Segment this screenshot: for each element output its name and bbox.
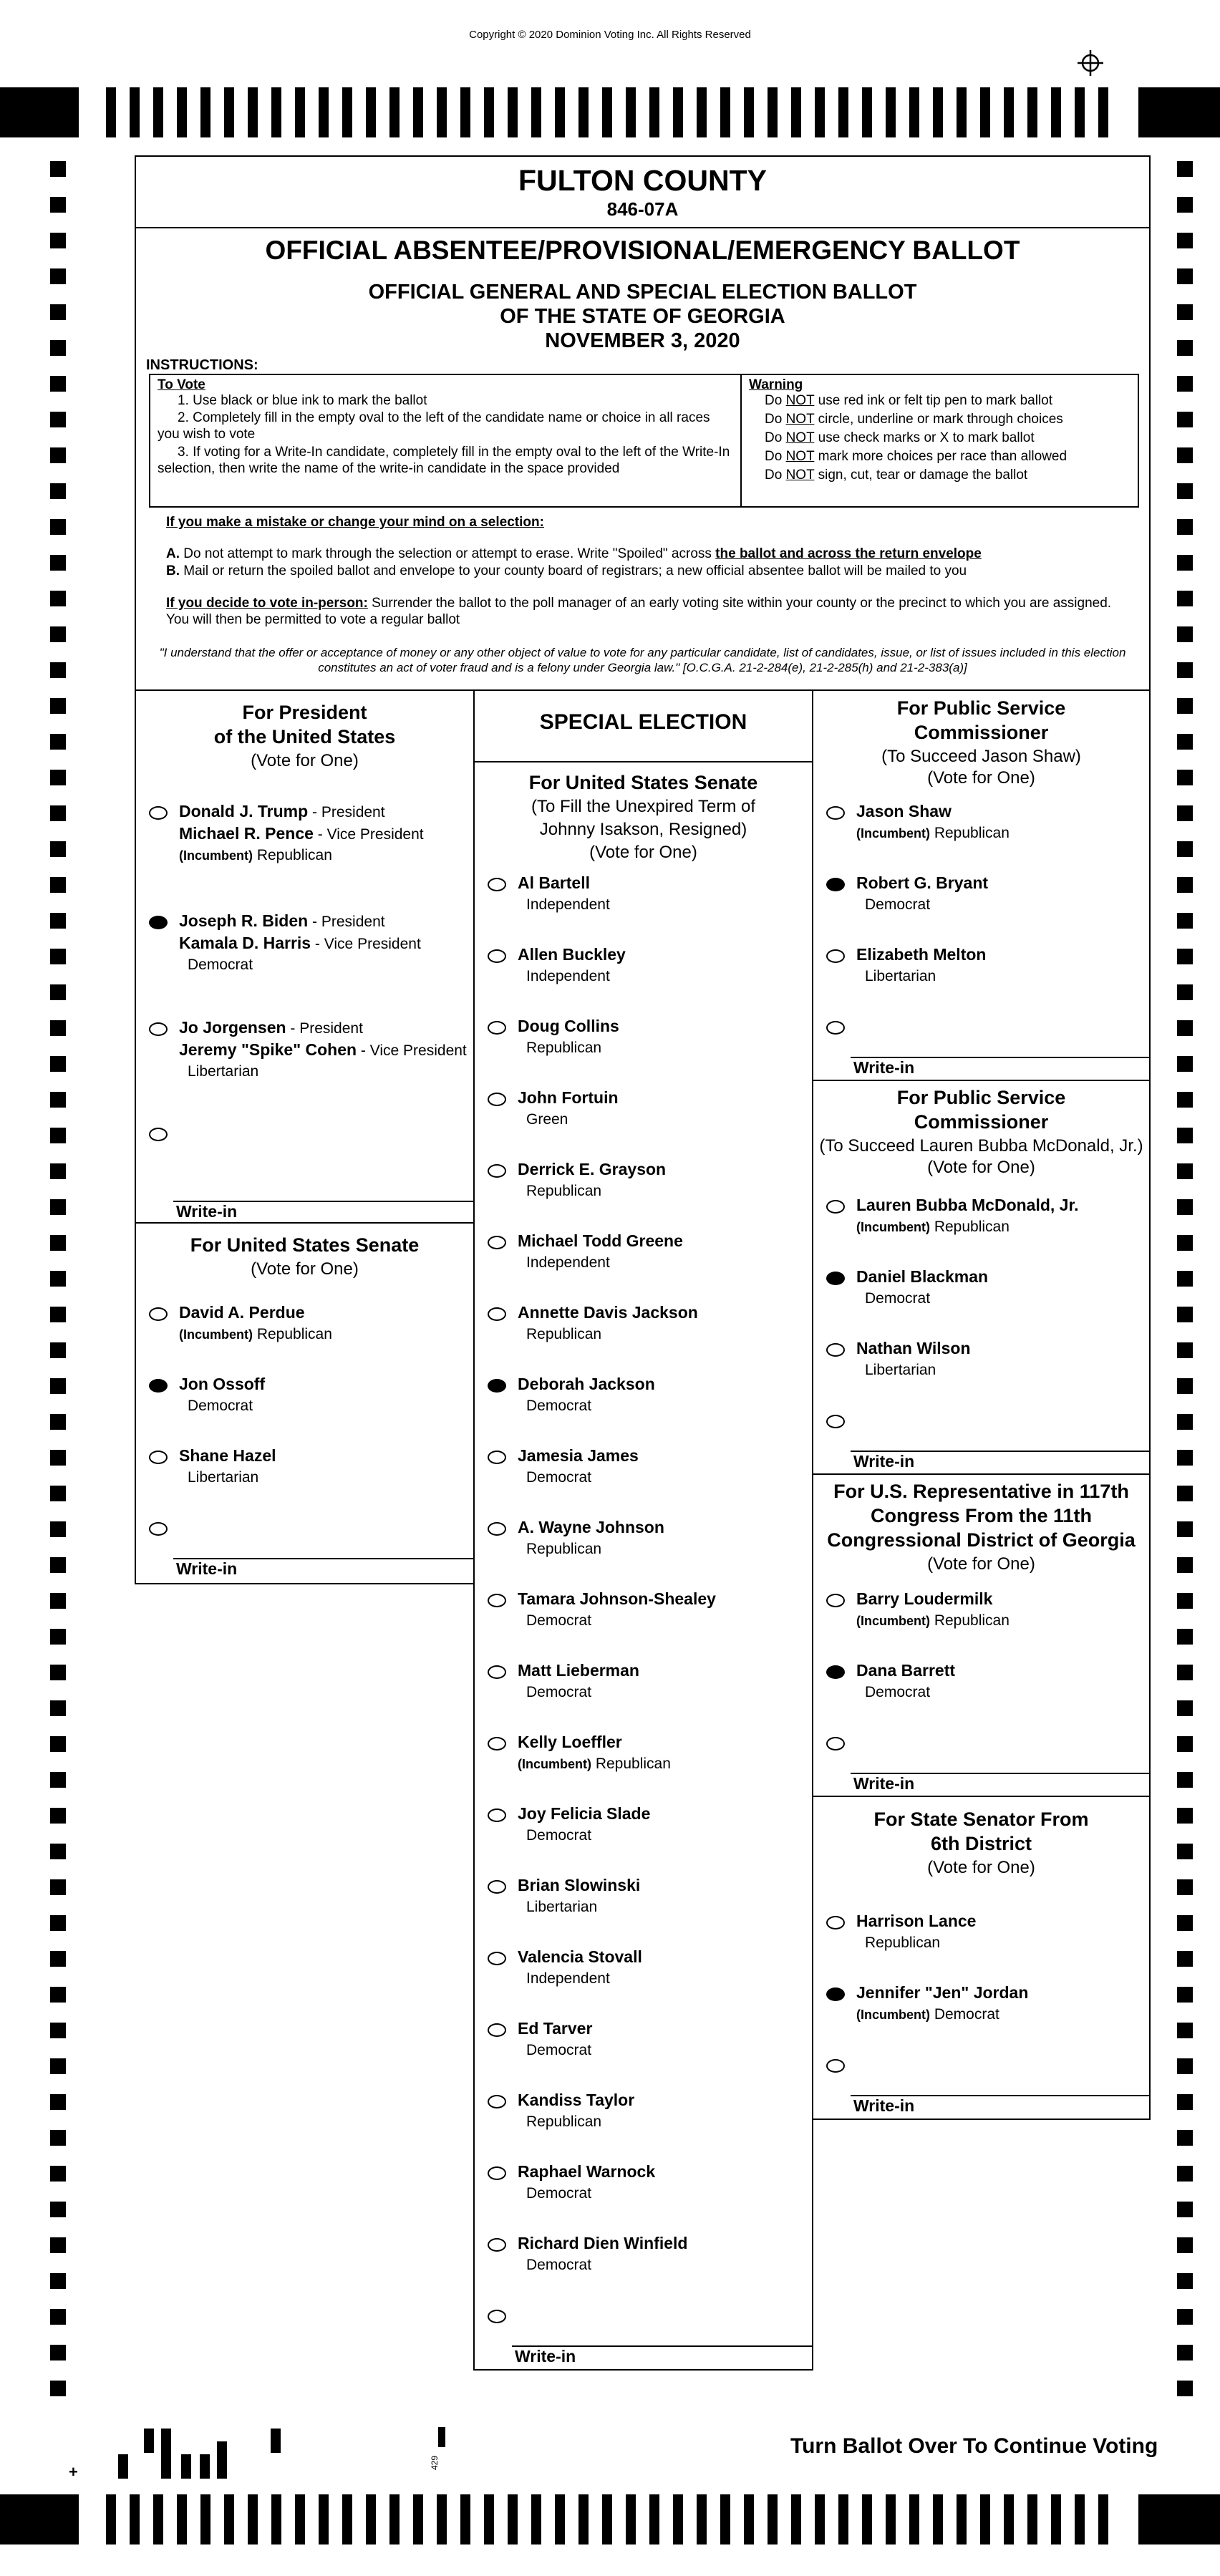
candidate-role: - President <box>308 914 385 930</box>
candidate-name: Doug Collins <box>518 1017 619 1035</box>
party-name: Republican <box>930 1612 1010 1629</box>
candidate-hazel: Shane Hazel <box>179 1446 276 1465</box>
warning-post: use red ink or felt tip pen to mark ballot <box>814 393 1053 408</box>
write-in-label: Write-in <box>853 2096 915 2115</box>
contest-title-psc-mcdonald: For Public Service <box>896 1087 1066 1108</box>
oval-write-in[interactable] <box>826 1737 845 1751</box>
mistake-a-label: A. <box>166 546 180 561</box>
candidate-name: Harrison Lance <box>856 1912 977 1930</box>
candidate-name: Jamesia James <box>518 1446 639 1465</box>
candidate-name: Matt Lieberman <box>518 1661 639 1680</box>
contest-title-state-senate-2: 6th District <box>930 1833 1032 1854</box>
contest-title-president: For President <box>242 702 367 723</box>
candidate-oval[interactable] <box>488 1737 506 1751</box>
election-subtitle-state: OF THE STATE OF GEORGIA <box>500 305 785 328</box>
oval-biden[interactable] <box>149 916 168 929</box>
candidate-party: Independent <box>526 1254 610 1271</box>
candidate-name: Allen Buckley <box>518 945 626 964</box>
candidate-oval[interactable] <box>826 806 845 820</box>
candidate-role: - Vice President <box>313 826 424 843</box>
candidate-name: Jennifer "Jen" Jordan <box>856 1983 1029 2002</box>
divider <box>135 1222 475 1224</box>
warning-5 <box>765 467 1027 483</box>
top-timing-marks <box>0 87 1220 137</box>
page-code: 429 <box>430 2455 440 2471</box>
warning-post: circle, underline or mark through choices <box>814 412 1063 427</box>
candidate-name: John Fortuin <box>518 1088 619 1107</box>
candidate-oval[interactable] <box>488 2166 506 2180</box>
candidate-party: Republican <box>526 1040 602 1056</box>
party-name: Republican <box>930 1219 1010 1235</box>
vote-for-one: (Vote for One) <box>251 1259 359 1279</box>
candidate-name: Jeremy "Spike" Cohen <box>179 1040 357 1059</box>
candidate-party: Independent <box>526 1970 610 1987</box>
candidate-oval[interactable] <box>826 949 845 963</box>
candidate-name: Joseph R. Biden <box>179 911 309 930</box>
candidate-name: Al Bartell <box>518 873 590 892</box>
candidate-name: Brian Slowinski <box>518 1876 641 1894</box>
plus-mark: + <box>69 2463 78 2481</box>
vote-for-one: (Vote for One) <box>927 1158 1035 1177</box>
mistake-b-text: Mail or return the spoiled ballot and envelope to your county board of registrars; a new official absentee ballot will be mailed to you <box>180 563 967 578</box>
contest-title-psc-mcdonald-2: Commissioner <box>914 1111 1049 1133</box>
oval-perdue[interactable] <box>149 1307 168 1321</box>
candidate-party <box>856 1612 1010 1630</box>
candidate-oval[interactable] <box>826 1594 845 1607</box>
candidate-oval[interactable] <box>826 878 845 891</box>
party-name: Republican <box>930 825 1010 841</box>
candidate-biden <box>179 911 385 931</box>
candidate-name: Jo Jorgensen <box>179 1018 286 1037</box>
incumbent-label: (Incumbent) <box>179 848 253 863</box>
candidate-name: Deborah Jackson <box>518 1375 655 1393</box>
candidate-party: Libertarian <box>865 1362 936 1378</box>
incumbent-label: (Incumbent) <box>856 1614 930 1628</box>
election-date: NOVEMBER 3, 2020 <box>545 329 740 352</box>
candidate-oval[interactable] <box>488 1021 506 1035</box>
divider <box>812 1473 1151 1475</box>
candidate-oval[interactable] <box>826 1272 845 1285</box>
oval-ossoff[interactable] <box>149 1379 168 1393</box>
candidate-party: Democrat <box>526 2185 592 2202</box>
candidate-name: Jason Shaw <box>856 802 952 820</box>
candidate-name: Dana Barrett <box>856 1661 956 1680</box>
candidate-ossoff: Jon Ossoff <box>179 1375 266 1393</box>
candidate-oval[interactable] <box>488 1236 506 1249</box>
write-in-label: Write-in <box>176 1202 238 1221</box>
candidate-party <box>179 1326 332 1343</box>
divider <box>812 1080 1151 1081</box>
candidate-oval[interactable] <box>488 949 506 963</box>
party-name: Republican <box>253 1326 332 1342</box>
ballot-header <box>135 155 1151 691</box>
divider <box>740 375 742 506</box>
contest-title-us-rep: For U.S. Representative in 117th <box>833 1481 1129 1502</box>
mistake-a <box>166 546 1140 562</box>
incumbent-label: (Incumbent) <box>518 1757 591 1771</box>
candidate-oval[interactable] <box>826 1343 845 1357</box>
warning-post: mark more choices per race than allowed <box>814 449 1068 464</box>
warning-3 <box>765 430 1035 446</box>
party-name: Republican <box>591 1756 671 1772</box>
candidate-party: Democrat <box>526 1684 592 1700</box>
candidate-party: Republican <box>526 1183 602 1199</box>
warning-post: sign, cut, tear or damage the ballot <box>814 468 1028 483</box>
candidate-party: Libertarian <box>188 1063 259 1080</box>
warning-2 <box>765 411 1063 427</box>
warning-pre: Do <box>765 393 786 408</box>
candidate-oval[interactable] <box>826 1665 845 1679</box>
candidate-name: Richard Dien Winfield <box>518 2234 688 2252</box>
vote-for-one: (Vote for One) <box>251 751 359 770</box>
oval-jorgensen[interactable] <box>149 1022 168 1036</box>
divider <box>136 227 1149 228</box>
candidate-jorgensen <box>179 1018 363 1037</box>
warning-4 <box>765 448 1067 465</box>
warning-not: NOT <box>785 430 815 445</box>
candidate-party: Democrat <box>526 1827 592 1844</box>
contest-subtitle: (To Succeed Jason Shaw) <box>881 747 1081 766</box>
oval-write-in[interactable] <box>149 1128 168 1141</box>
to-vote-step-3: 3. If voting for a Write-In candidate, completely fill in the empty oval to the left of the Write-In selection, then write the name of the write-in candidate in the space provided <box>158 445 730 476</box>
warning-pre: Do <box>765 449 786 464</box>
warning-1 <box>765 392 1052 409</box>
copyright-notice: Copyright © 2020 Dominion Voting Inc. All Rights Reserved <box>469 29 751 41</box>
warning-pre: Do <box>765 412 786 427</box>
candidate-party <box>179 847 332 864</box>
candidate-oval[interactable] <box>488 1307 506 1321</box>
candidate-oval[interactable] <box>488 1808 506 1822</box>
in-person-instructions <box>166 595 1125 628</box>
candidate-name: Lauren Bubba McDonald, Jr. <box>856 1196 1079 1214</box>
right-timing-marks <box>1177 0 1193 2576</box>
mistake-b <box>166 563 1140 579</box>
party-name: Democrat <box>930 2006 999 2023</box>
candidate-party: Green <box>526 1111 568 1128</box>
warning-not: NOT <box>785 468 815 483</box>
candidate-oval[interactable] <box>488 1164 506 1178</box>
candidate-harris <box>179 934 421 953</box>
county-name: FULTON COUNTY <box>518 164 767 197</box>
candidate-party <box>856 1219 1010 1236</box>
candidate-role: - President <box>286 1020 363 1037</box>
write-in-label: Write-in <box>853 1774 915 1793</box>
candidate-name: Kelly Loeffler <box>518 1733 622 1751</box>
mistake-a-text: Do not attempt to mark through the selection or attempt to erase. Write "Spoiled" across <box>180 546 716 561</box>
candidate-name: A. Wayne Johnson <box>518 1518 664 1536</box>
candidate-role: - President <box>308 804 385 820</box>
candidate-name: Annette Davis Jackson <box>518 1303 698 1322</box>
candidate-party: Republican <box>865 1935 941 1951</box>
contest-title-psc-shaw-2: Commissioner <box>914 722 1049 743</box>
candidate-party: Democrat <box>865 1290 931 1307</box>
candidate-party: Independent <box>526 968 610 984</box>
mistake-b-label: B. <box>166 563 180 578</box>
candidate-name: Kamala D. Harris <box>179 934 311 952</box>
candidate-name: Robert G. Bryant <box>856 873 989 892</box>
incumbent-label: (Incumbent) <box>856 1220 930 1234</box>
contest-title-state-senate: For State Senator From <box>873 1808 1089 1830</box>
candidate-oval[interactable] <box>488 1522 506 1536</box>
ballot-code: 846-07A <box>606 198 679 220</box>
oval-write-in[interactable] <box>826 1021 845 1035</box>
left-timing-marks <box>50 0 66 2576</box>
candidate-name: Kandiss Taylor <box>518 2091 635 2109</box>
candidate-name: Raphael Warnock <box>518 2162 656 2181</box>
candidate-party <box>518 1756 671 1773</box>
oval-write-in[interactable] <box>826 2059 845 2073</box>
candidate-cohen <box>179 1040 467 1060</box>
in-person-heading: If you decide to vote in-person: <box>166 596 368 611</box>
candidate-oval[interactable] <box>826 1987 845 2001</box>
contest-subtitle: (To Succeed Lauren Bubba McDonald, Jr.) <box>819 1136 1143 1156</box>
bottom-timing-marks <box>0 2494 1220 2544</box>
oval-hazel[interactable] <box>149 1451 168 1464</box>
candidate-oval[interactable] <box>488 878 506 891</box>
contest-title-special-senate: For United States Senate <box>528 772 758 793</box>
candidate-name: Joy Felicia Slade <box>518 1804 651 1823</box>
warning-not: NOT <box>785 449 815 464</box>
write-in-label: Write-in <box>853 1058 915 1077</box>
candidate-name: Nathan Wilson <box>856 1339 971 1357</box>
incumbent-label: (Incumbent) <box>856 826 930 841</box>
page-id-code-icon <box>118 2429 297 2479</box>
instructions-heading: INSTRUCTIONS: <box>146 357 258 373</box>
candidate-name: Barry Loudermilk <box>856 1589 993 1608</box>
candidate-party: Libertarian <box>865 968 936 984</box>
vote-for-one: (Vote for One) <box>589 843 697 862</box>
contest-title-psc-shaw: For Public Service <box>896 697 1066 719</box>
election-subtitle: OFFICIAL GENERAL AND SPECIAL ELECTION BALLOT <box>368 281 917 304</box>
ballot-title: OFFICIAL ABSENTEE/PROVISIONAL/EMERGENCY BALLOT <box>265 236 1020 265</box>
turn-over-notice: Turn Ballot Over To Continue Voting <box>790 2434 1158 2458</box>
contest-title-us-senate: For United States Senate <box>190 1234 420 1256</box>
candidate-party: Democrat <box>526 1469 592 1486</box>
contest-title-us-rep-3: Congressional District of Georgia <box>827 1529 1136 1551</box>
candidate-party: Republican <box>526 1326 602 1342</box>
candidate-oval[interactable] <box>488 2238 506 2252</box>
candidate-name: Derrick E. Grayson <box>518 1160 667 1178</box>
incumbent-label: (Incumbent) <box>179 1327 253 1342</box>
in-person-text: Surrender the ballot to the poll manager of an early voting site within your county or the precinct to which you are assigned. You will then be permitted to vote a regular ballot <box>166 596 1112 627</box>
oval-write-in[interactable] <box>149 1522 168 1536</box>
contest-subtitle-2: Johnny Isakson, Resigned) <box>539 820 747 839</box>
mistake-a-underlined: the ballot and across the return envelope <box>715 546 982 561</box>
candidate-oval[interactable] <box>488 1952 506 1965</box>
column-3 <box>812 689 1151 2120</box>
to-vote-heading: To Vote <box>158 377 205 392</box>
candidate-party: Democrat <box>188 1398 253 1414</box>
candidate-trump <box>179 802 385 821</box>
candidate-oval[interactable] <box>488 1451 506 1464</box>
candidate-oval[interactable] <box>488 2023 506 2037</box>
warning-post: use check marks or X to mark ballot <box>814 430 1035 445</box>
to-vote-step-2: 2. Completely fill in the empty oval to the left of the candidate name or choice in all races you wish to vote <box>158 410 710 442</box>
candidate-party <box>856 825 1010 842</box>
crosshair-icon <box>1078 50 1103 76</box>
candidate-name: Tamara Johnson-Shealey <box>518 1589 716 1608</box>
candidate-name: Michael R. Pence <box>179 824 314 843</box>
oval-write-in[interactable] <box>488 2310 506 2323</box>
divider <box>812 1796 1151 1797</box>
candidate-party: Democrat <box>865 896 931 913</box>
vote-for-one: (Vote for One) <box>927 1554 1035 1574</box>
candidate-oval[interactable] <box>488 2095 506 2108</box>
candidate-name: Daniel Blackman <box>856 1267 989 1286</box>
mistake-heading: If you make a mistake or change your mind on a selection: <box>166 515 544 530</box>
candidate-name: Valencia Stovall <box>518 1947 642 1966</box>
candidate-party: Democrat <box>188 957 253 973</box>
vote-for-one: (Vote for One) <box>927 1858 1035 1877</box>
candidate-party: Independent <box>526 896 610 913</box>
oval-trump[interactable] <box>149 806 168 820</box>
candidate-party: Republican <box>526 2113 602 2130</box>
candidate-party: Republican <box>526 1541 602 1557</box>
candidate-oval[interactable] <box>488 1665 506 1679</box>
instructions-table <box>149 374 1139 508</box>
candidate-name: Ed Tarver <box>518 2019 593 2038</box>
to-vote-step-1: 1. Use black or blue ink to mark the ballot <box>178 393 427 408</box>
candidate-name: Michael Todd Greene <box>518 1231 683 1250</box>
party-name: Republican <box>253 847 332 863</box>
candidate-party <box>856 2006 999 2023</box>
candidate-perdue: David A. Perdue <box>179 1303 305 1322</box>
contest-title-us-rep-2: Congress From the 11th <box>870 1505 1093 1526</box>
divider <box>473 761 813 762</box>
write-in-label: Write-in <box>853 1452 915 1471</box>
warning-pre: Do <box>765 468 786 483</box>
warning-not: NOT <box>785 412 815 427</box>
candidate-party: Democrat <box>865 1684 931 1700</box>
incumbent-label: (Incumbent) <box>856 2008 930 2022</box>
special-election-header: SPECIAL ELECTION <box>539 710 747 734</box>
candidate-party: Libertarian <box>188 1469 259 1486</box>
candidate-oval[interactable] <box>488 1093 506 1106</box>
warning-pre: Do <box>765 430 786 445</box>
write-in-label: Write-in <box>176 1559 238 1578</box>
candidate-oval[interactable] <box>826 1916 845 1929</box>
candidate-party: Libertarian <box>526 1899 598 1915</box>
candidate-party: Democrat <box>526 2257 592 2273</box>
candidate-name: Donald J. Trump <box>179 802 309 820</box>
candidate-role: - Vice President <box>311 936 421 952</box>
candidate-name: Elizabeth Melton <box>856 945 987 964</box>
candidate-oval[interactable] <box>488 1880 506 1894</box>
vote-for-one: (Vote for One) <box>927 768 1035 788</box>
page-mark <box>438 2427 445 2447</box>
legal-notice: "I understand that the offer or acceptance of money or any other object of value to vote for any particular candidate, list of candidates, issue, or list of issues included in this election constitutes an act of voter fraud and is a felony under Georgia law." [O.C.G.A. 21-2-284(e), 21-2-285(h) and 21-2-383(a)] <box>159 646 1126 674</box>
candidate-party: Democrat <box>526 1398 592 1414</box>
candidate-oval[interactable] <box>488 1379 506 1393</box>
contest-subtitle: (To Fill the Unexpired Term of <box>531 797 755 816</box>
warning-heading: Warning <box>749 377 803 392</box>
candidate-oval[interactable] <box>826 1200 845 1214</box>
candidate-oval[interactable] <box>488 1594 506 1607</box>
candidate-pence <box>179 824 424 843</box>
oval-write-in[interactable] <box>826 1415 845 1428</box>
candidate-role: - Vice President <box>357 1042 467 1059</box>
contest-title-president-2: of the United States <box>213 726 396 747</box>
candidate-party: Democrat <box>526 2042 592 2058</box>
candidate-party: Democrat <box>526 1612 592 1629</box>
warning-not: NOT <box>785 393 815 408</box>
write-in-label: Write-in <box>515 2347 576 2366</box>
